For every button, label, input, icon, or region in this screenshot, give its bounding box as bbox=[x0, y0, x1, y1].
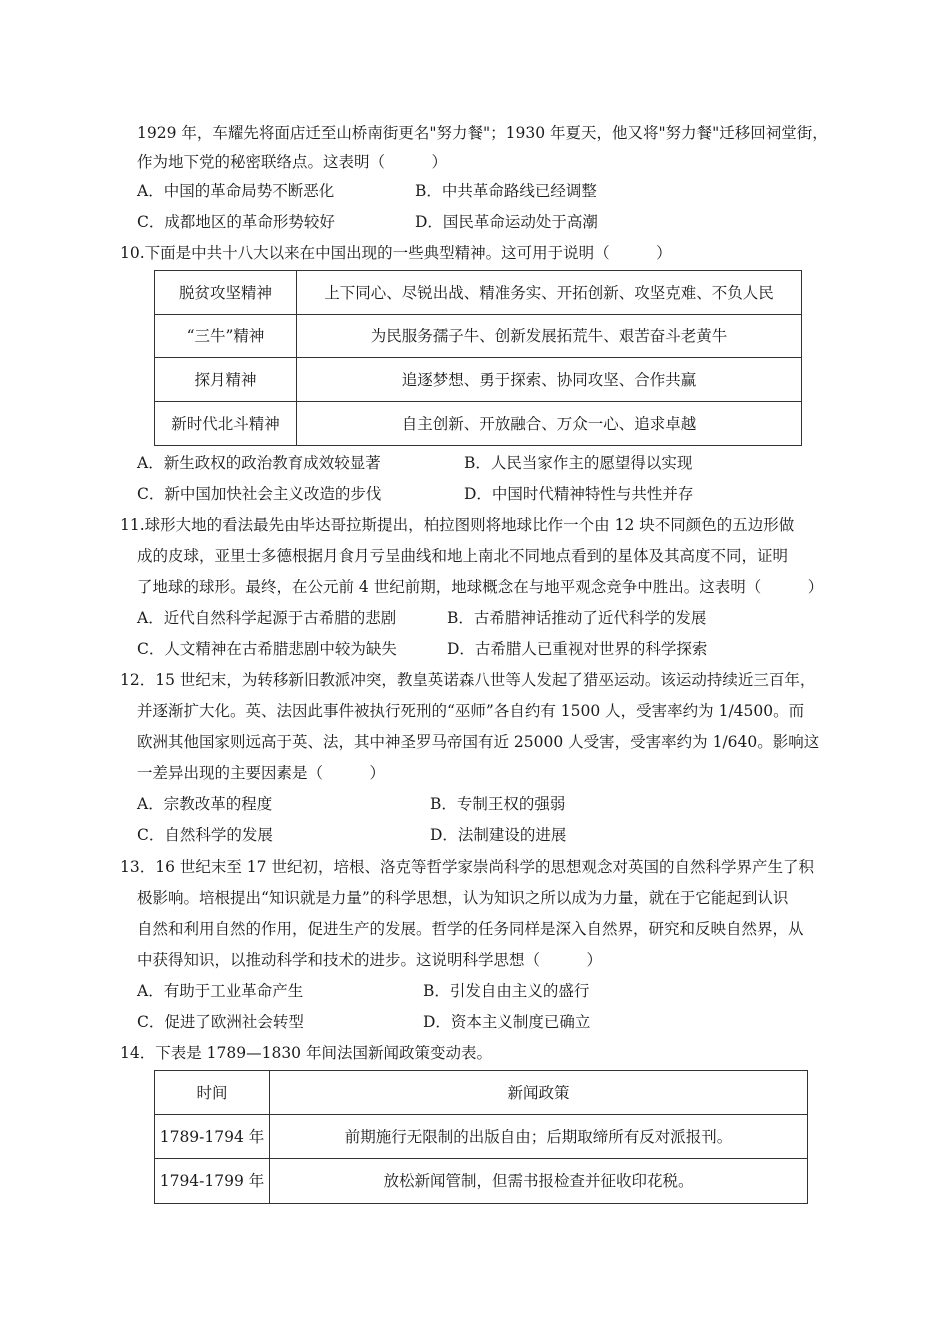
q11-stem-line-3: 了地球的球形。最终，在公元前 4 世纪前期，地球概念在与地平观念竞争中胜出。这表明（ ） bbox=[137, 578, 824, 596]
q13-stem-line-4: 中获得知识，以推动科学和技术的进步。这说明科学思想（ ） bbox=[137, 951, 603, 969]
table-row bbox=[155, 315, 802, 358]
table-row bbox=[155, 1115, 808, 1159]
cell-policy: 放松新闻管制，但需书报检查并征收印花税。 bbox=[270, 1159, 808, 1204]
q10-option-c: C．新中国加快社会主义改造的步伐 bbox=[137, 485, 382, 503]
q13-stem-line-2: 极影响。培根提出“知识就是力量”的科学思想，认为知识之所以成为力量，就在于它能起到认识 bbox=[137, 889, 789, 907]
header-time: 时间 bbox=[155, 1071, 270, 1115]
q12-option-a: A．宗教改革的程度 bbox=[137, 795, 273, 813]
cell-time: 1789-1794 年 bbox=[155, 1115, 270, 1159]
q9-option-b: B．中共革命路线已经调整 bbox=[415, 182, 597, 200]
q12-option-d: D．法制建设的进展 bbox=[430, 826, 567, 844]
q9-stem-line-1: 1929 年，车耀先将面店迁至山桥南街更名"努力餐"；1930 年夏天，他又将"努力餐"迁移回祠堂街， bbox=[137, 124, 828, 142]
q9-stem-line-2: 作为地下党的秘密联络点。这表明（ ） bbox=[137, 153, 448, 171]
header-policy: 新闻政策 bbox=[270, 1071, 808, 1115]
spirit-content: 追逐梦想、勇于探索、协同攻坚、合作共赢 bbox=[297, 358, 802, 402]
spirit-name: 脱贫攻坚精神 bbox=[155, 271, 297, 315]
q13-option-d: D．资本主义制度已确立 bbox=[423, 1013, 591, 1031]
q10-option-d: D．中国时代精神特性与共性并存 bbox=[464, 485, 694, 503]
table-row bbox=[155, 358, 802, 402]
table-row bbox=[155, 271, 802, 315]
q12-stem-line-4: 一差异出现的主要因素是（ ） bbox=[137, 764, 386, 782]
q13-stem-line-1: 13．16 世纪末至 17 世纪初，培根、洛克等哲学家崇尚科学的思想观念对英国的自然科学界产生了积 bbox=[120, 858, 814, 876]
q10-option-b: B．人民当家作主的愿望得以实现 bbox=[464, 454, 693, 472]
q10-spirit-table bbox=[154, 270, 802, 446]
q9-option-a: A．中国的革命局势不断恶化 bbox=[137, 182, 335, 200]
spirit-content: 自主创新、开放融合、万众一心、追求卓越 bbox=[297, 402, 802, 446]
q12-option-c: C．自然科学的发展 bbox=[137, 826, 273, 844]
table-row bbox=[155, 1159, 808, 1204]
q13-option-b: B．引发自由主义的盛行 bbox=[423, 982, 590, 1000]
spirit-content: 为民服务孺子牛、创新发展拓荒牛、艰苦奋斗老黄牛 bbox=[297, 315, 802, 358]
q11-option-d: D．古希腊人已重视对世界的科学探索 bbox=[447, 640, 708, 658]
cell-time: 1794-1799 年 bbox=[155, 1159, 270, 1204]
q12-stem-line-1: 12．15 世纪末，为转移新旧教派冲突，教皇英诺森八世等人发起了猎巫运动。该运动持续近三百年， bbox=[120, 671, 816, 689]
q10-stem: 10.下面是中共十八大以来在中国出现的一些典型精神。这可用于说明（ ） bbox=[120, 244, 672, 262]
q14-press-policy-table bbox=[154, 1070, 808, 1204]
q13-stem-line-3: 自然和利用自然的作用，促进生产的发展。哲学的任务同样是深入自然界，研究和反映自然界，从 bbox=[137, 920, 804, 938]
q10-option-a: A．新生政权的政治教育成效较显著 bbox=[137, 454, 381, 472]
q11-option-c: C．人文精神在古希腊悲剧中较为缺失 bbox=[137, 640, 397, 658]
table-row bbox=[155, 402, 802, 446]
q13-option-a: A．有助于工业革命产生 bbox=[137, 982, 304, 1000]
q12-option-b: B．专制王权的强弱 bbox=[430, 795, 566, 813]
spirit-content: 上下同心、尽锐出战、精准务实、开拓创新、攻坚克难、不负人民 bbox=[297, 271, 802, 315]
q12-stem-line-2: 并逐渐扩大化。英、法因此事件被执行死刑的“巫师”各自约有 1500 人，受害率约为 1/4500。而 bbox=[137, 702, 805, 720]
q11-stem-line-2: 成的皮球，亚里士多德根据月食月亏呈曲线和地上南北不同地点看到的星体及其高度不同，证明 bbox=[137, 547, 789, 565]
q9-option-c: C．成都地区的革命形势较好 bbox=[137, 213, 335, 231]
q12-stem-line-3: 欧洲其他国家则远高于英、法，其中神圣罗马帝国有近 25000 人受害，受害率约为 1/640。影响这 bbox=[137, 733, 820, 751]
spirit-name: “三牛”精神 bbox=[155, 315, 297, 358]
cell-policy: 前期施行无限制的出版自由；后期取缔所有反对派报刊。 bbox=[270, 1115, 808, 1159]
q14-stem: 14．下表是 1789—1830 年间法国新闻政策变动表。 bbox=[120, 1044, 492, 1062]
q11-option-a: A．近代自然科学起源于古希腊的悲剧 bbox=[137, 609, 397, 627]
table-header-row bbox=[155, 1071, 808, 1115]
q13-option-c: C．促进了欧洲社会转型 bbox=[137, 1013, 304, 1031]
q11-option-b: B．古希腊神话推动了近代科学的发展 bbox=[447, 609, 707, 627]
spirit-name: 新时代北斗精神 bbox=[155, 402, 297, 446]
spirit-name: 探月精神 bbox=[155, 358, 297, 402]
q9-option-d: D．国民革命运动处于高潮 bbox=[415, 213, 598, 231]
q11-stem-line-1: 11.球形大地的看法最先由毕达哥拉斯提出，柏拉图则将地球比作一个由 12 块不同颜色的五边形做 bbox=[120, 516, 795, 534]
